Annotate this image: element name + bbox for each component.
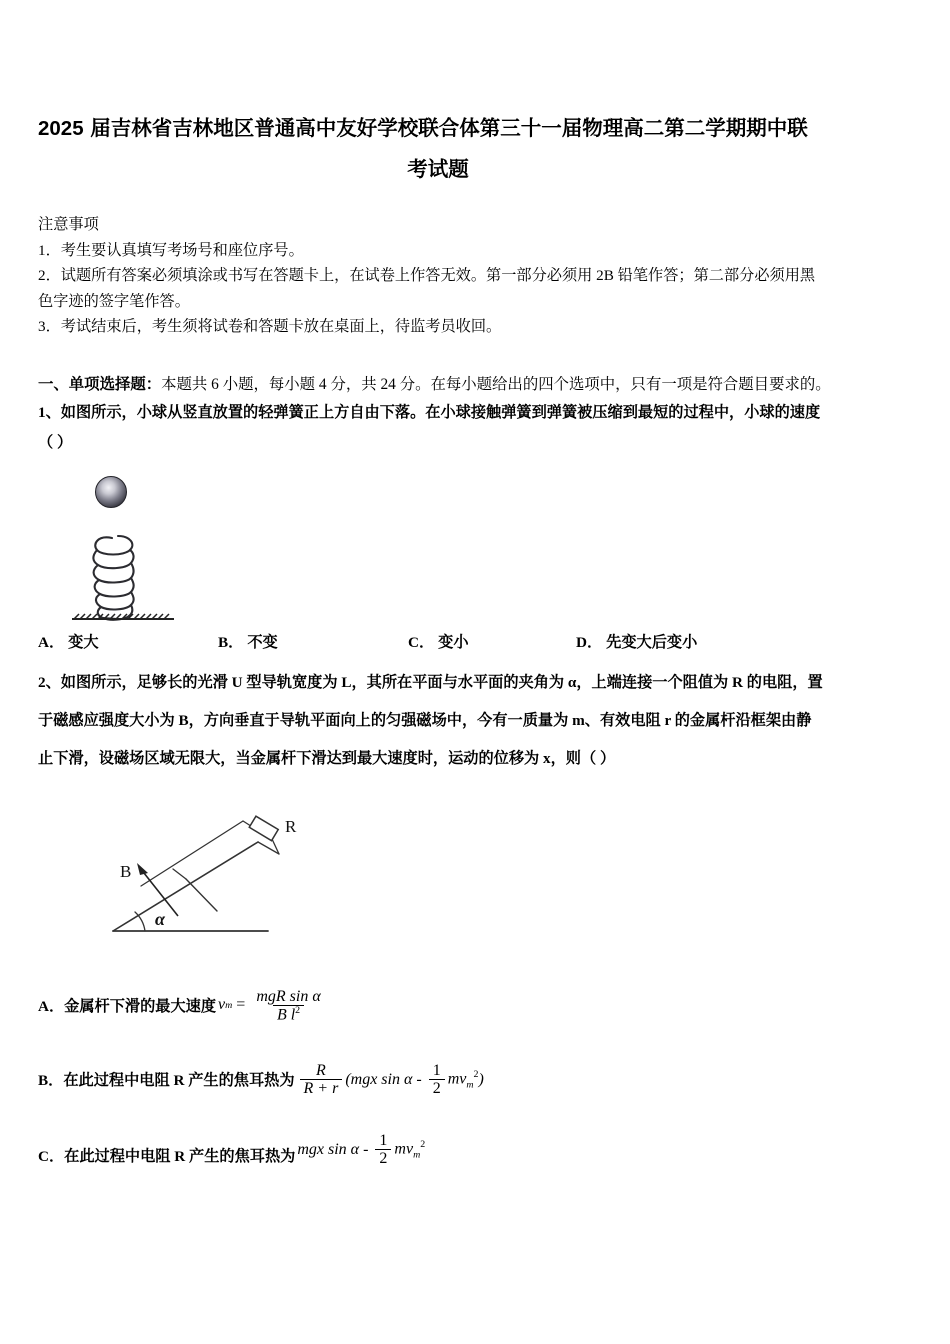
formula-b-fraction [300, 1062, 343, 1098]
formula-c-half-den: 2 [375, 1149, 391, 1167]
question-1-number: 1、 [38, 403, 61, 421]
option-c-letter: C． [408, 633, 435, 651]
inclined-rail-svg [93, 794, 323, 959]
question-1-answer-blank: （ ） [38, 433, 73, 451]
lower-rail [113, 842, 258, 931]
notice-item-2: 2．试题所有答案必须填涂或书写在答题卡上，在试卷上作答无效。第一部分必须用 2B 铅笔作答；第二部分必须用黑 [38, 267, 816, 284]
section-heading [38, 372, 918, 398]
formula-b-denominator: R + r [300, 1079, 343, 1097]
question-2-option-a[interactable] [38, 983, 918, 1029]
option-a-letter: A． [38, 998, 65, 1015]
formula-c-term1: mgx sin α [297, 1140, 360, 1158]
formula-b-half [429, 1062, 445, 1098]
formula-b-term2-exp: 2 [473, 1068, 479, 1080]
formula-b-open-paren: ( [345, 1070, 351, 1088]
formula-b-half-den: 2 [429, 1079, 445, 1097]
option-a-text: 变大 [68, 633, 99, 651]
question-1-option-b[interactable] [218, 631, 408, 652]
formula-c-half-num: 1 [379, 1131, 388, 1149]
formula-c-term2-exp: 2 [420, 1138, 426, 1150]
question-1-options [38, 631, 918, 652]
option-a-lead: 金属杆下滑的最大速度 [64, 998, 217, 1015]
resistor-label: R [285, 816, 297, 836]
option-c-text: 变小 [438, 633, 469, 651]
formula-a-lhs: v [218, 996, 226, 1014]
question-2-stem [38, 664, 918, 778]
metal-rod-ext [173, 869, 186, 879]
ball-spring-diagram [62, 466, 232, 621]
page-title [38, 108, 918, 190]
formula-b-close-paren: ) [478, 1070, 484, 1088]
question-2-number: 2、 [38, 673, 61, 691]
formula-a-lhs-sub: m [225, 999, 233, 1011]
formula-a-denominator [273, 1005, 304, 1024]
option-d-text: 先变大后变小 [606, 633, 698, 651]
option-d-letter: D． [576, 633, 603, 651]
question-2-line-2: 于磁感应强度大小为 B，方向垂直于导轨平面向上的匀强磁场中，今有一质量为 m、有效电阻 r 的金属杆沿框架由静 [38, 711, 812, 729]
option-c-letter: C． [38, 1148, 65, 1165]
question-2-answer-blank: （ ） [580, 749, 616, 767]
formula-b-term2-base: mv [447, 1070, 467, 1088]
notice-item-2-cont: 色字迹的签字笔作答。 [38, 292, 190, 310]
page-content [38, 0, 918, 1179]
question-1-stem [38, 400, 918, 426]
section-heading-label: 一、单项选择题： [38, 375, 162, 393]
option-b-letter: B． [38, 1072, 64, 1089]
question-1-text: 如图所示，小球从竖直放置的轻弹簧正上方自由下落。在小球接触弹簧到弹簧被压缩到最短的过程中，小球的速度 [60, 403, 821, 421]
upper-rail [141, 821, 243, 886]
formula-c-term2-base: mv [394, 1140, 414, 1158]
ball-icon [96, 476, 127, 507]
question-2-line-3 [38, 740, 918, 778]
question-2-line-1 [38, 664, 918, 702]
question-2-option-b[interactable] [38, 1057, 918, 1103]
option-b-letter: B． [218, 633, 244, 651]
option-b-lead: 在此过程中电阻 R 产生的焦耳热为 [63, 1072, 295, 1089]
notice-item-3: 3．考试结束后，考生须将试卷和答题卡放在桌面上，待监考员收回。 [38, 318, 502, 335]
formula-a-fraction [252, 988, 324, 1024]
question-2-option-c[interactable] [38, 1133, 918, 1179]
angle-label: α [155, 908, 165, 929]
question-1-option-d[interactable] [576, 631, 697, 652]
formula-c-minus: - [363, 1140, 369, 1158]
option-c-formula [297, 1132, 425, 1168]
question-2-text-1: 如图所示，足够长的光滑 U 型导轨宽度为 L，其所在平面与水平面的夹角为 α，上端连接一个阻值为 R 的电阻，置 [60, 673, 823, 691]
notice-block [38, 212, 918, 340]
ball-spring-svg [62, 466, 232, 621]
formula-b-term2-sub: m [466, 1079, 474, 1091]
notice-heading: 注意事项 [38, 216, 99, 233]
formula-a-den-exp: 2 [295, 1004, 301, 1016]
page-title-line2: 考试题 [407, 158, 469, 181]
formula-a-relation: = [236, 996, 246, 1014]
field-label: B [120, 861, 132, 881]
formula-b-minus: - [416, 1070, 422, 1088]
inclined-rail-diagram [93, 794, 323, 959]
page-title-line1: 2025 届吉林省吉林地区普通高中友好学校联合体第三十一届物理高二第二学期期中联 [38, 117, 808, 140]
formula-a-den-base: B l [276, 1006, 296, 1024]
metal-rod [186, 879, 217, 911]
formula-b-half-num: 1 [432, 1061, 441, 1079]
option-a-formula [218, 988, 328, 1024]
question-1-option-a[interactable] [38, 631, 218, 652]
formula-c-term2 [394, 1139, 425, 1161]
notice-item-1: 1．考生要认真填写考场号和座位序号。 [38, 241, 304, 259]
option-a-letter: A． [38, 633, 65, 651]
ground-icon [72, 614, 174, 619]
section-heading-rest: 本题共 6 小题，每小题 4 分，共 24 分。在每小题给出的四个选项中，只有一项是符合题目要求的。 [161, 375, 831, 393]
resistor-icon [249, 816, 278, 841]
formula-c-half [375, 1132, 391, 1168]
formula-c-term2-sub: m [413, 1149, 421, 1161]
option-b-formula [297, 1062, 484, 1098]
spring-icon [93, 536, 133, 620]
formula-b-numerator: R [316, 1061, 326, 1079]
formula-b-term2 [448, 1069, 479, 1091]
formula-a-numerator: mgR sin α [256, 987, 321, 1005]
option-c-lead: 在此过程中电阻 R 产生的焦耳热为 [64, 1148, 296, 1165]
question-2-text-3: 止下滑，设磁场区域无限大，当金属杆下滑达到最大速度时，运动的位移为 x，则 [38, 749, 581, 767]
option-b-text: 不变 [247, 633, 278, 651]
question-1-option-c[interactable] [408, 631, 576, 652]
formula-b-term1: mgx sin α [350, 1070, 413, 1088]
